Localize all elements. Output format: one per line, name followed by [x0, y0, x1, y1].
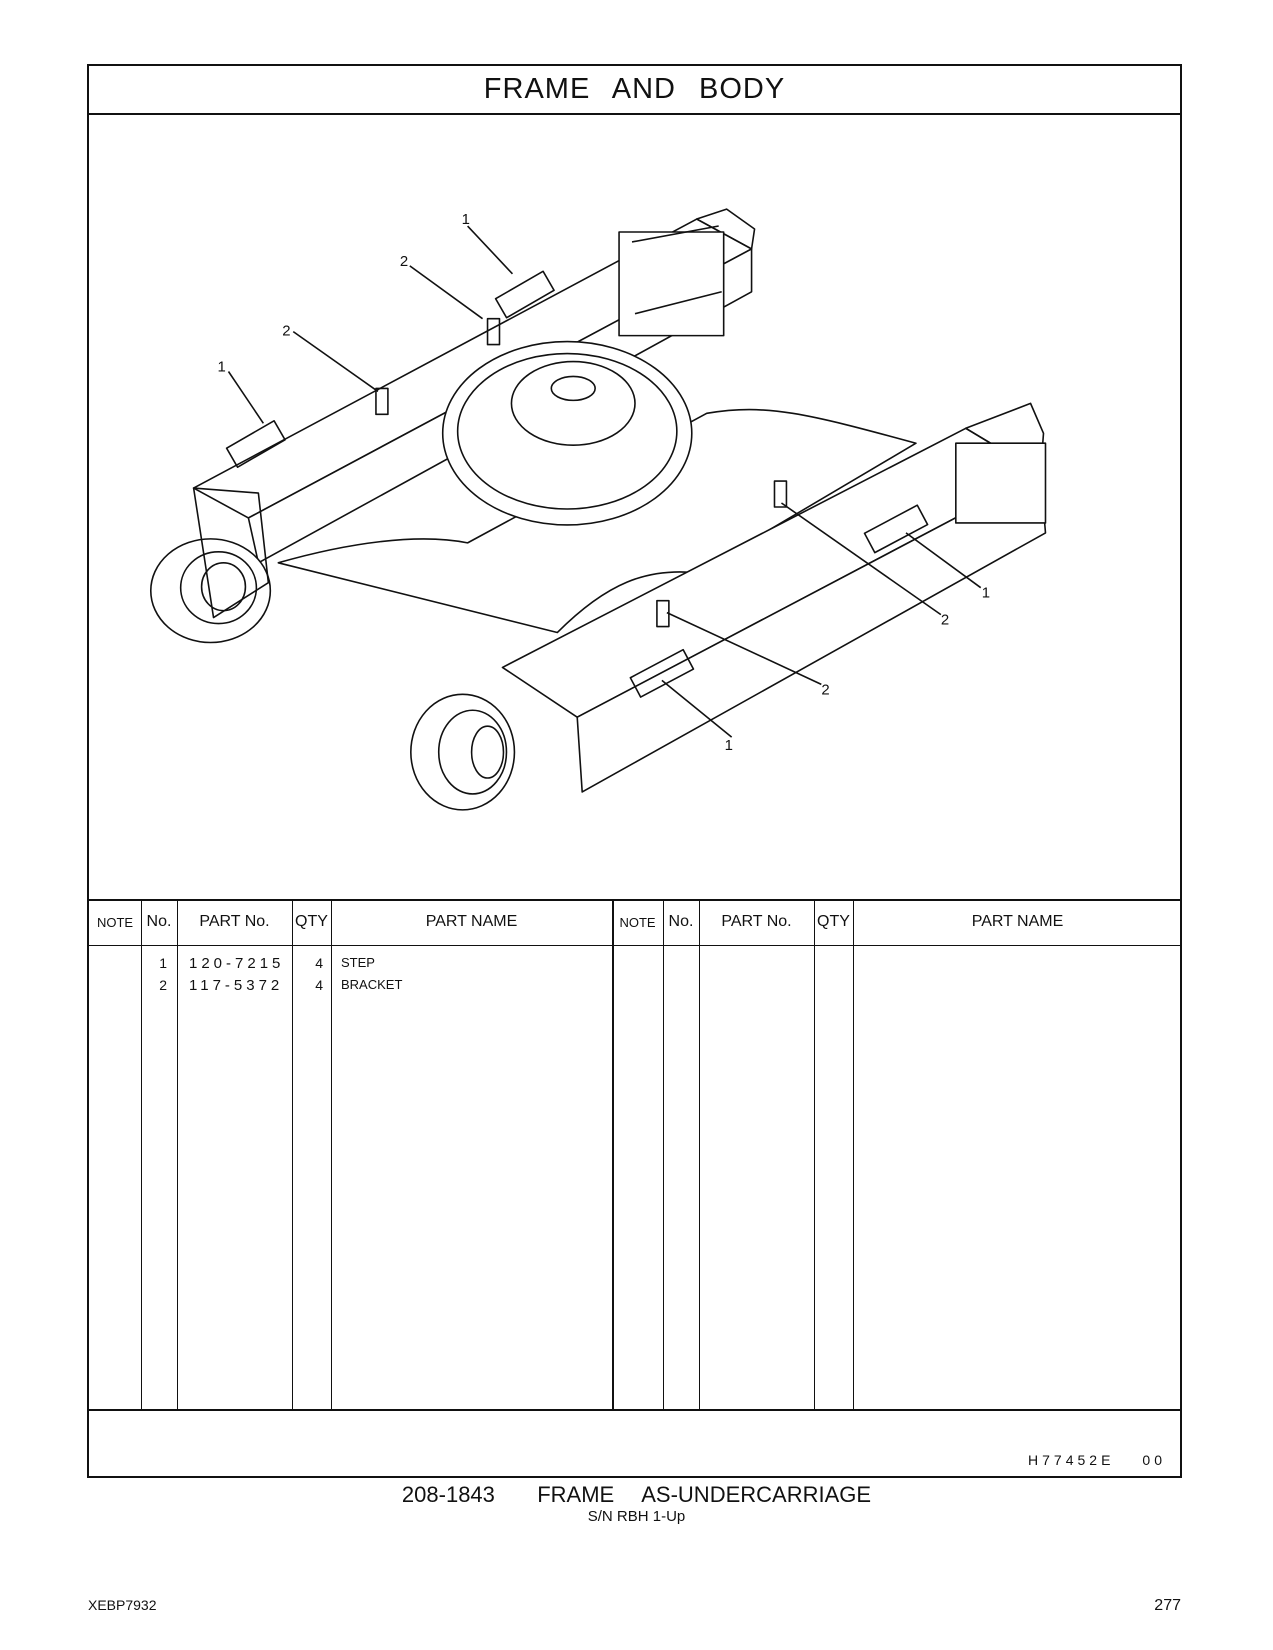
header-part-name: PART NAME: [971, 913, 1064, 930]
header-number: No.: [668, 913, 694, 930]
header-part-number: PART No.: [721, 913, 792, 930]
document-id: XEBP7932: [88, 1597, 157, 1613]
section-title: FRAME AND BODY: [89, 66, 1180, 115]
header-number: No.: [146, 913, 172, 930]
callout-label: 1: [217, 358, 226, 376]
callout-label: 1: [724, 737, 733, 755]
callout-label: 1: [981, 584, 991, 602]
item-number: 1: [159, 955, 167, 971]
callout-label: 2: [399, 252, 409, 270]
callout-label: 1: [461, 211, 470, 229]
parts-sheet: [87, 64, 1182, 1478]
header-quantity: QTY: [817, 913, 850, 930]
callout-label: 2: [282, 322, 291, 340]
illustration-revision: 00: [1142, 1452, 1166, 1468]
illustration-code: [1028, 1452, 1166, 1468]
part-number: 120-7215: [189, 955, 285, 972]
serial-range: S/N RBH 1-Up: [587, 1508, 686, 1525]
callout-label: 2: [821, 681, 830, 699]
table-row: [89, 953, 1180, 975]
item-number: 2: [159, 977, 167, 993]
part-name: BRACKET: [341, 977, 403, 992]
header-part-name: PART NAME: [425, 913, 518, 930]
undercarriage-frame-illustration: [89, 113, 1180, 901]
illustration-number: H77452E: [1028, 1452, 1115, 1468]
figure-caption: [0, 1482, 1273, 1525]
callout-label: 2: [940, 611, 950, 629]
header-part-number: PART No.: [199, 913, 270, 930]
part-number: 117-5372: [189, 977, 284, 994]
header-note: NOTE: [619, 914, 656, 930]
page-number: 277: [1154, 1597, 1181, 1614]
frame-line-drawing: [89, 113, 1180, 899]
quantity: 4: [315, 955, 323, 971]
part-name: STEP: [341, 955, 375, 970]
assembly-title: 208-1843 FRAME AS-UNDERCARRIAGE: [401, 1482, 872, 1507]
header-note: NOTE: [96, 914, 134, 930]
quantity: 4: [315, 977, 323, 993]
table-row: [89, 975, 1180, 997]
header-quantity: QTY: [295, 913, 328, 930]
parts-list-table: [89, 899, 1180, 1411]
